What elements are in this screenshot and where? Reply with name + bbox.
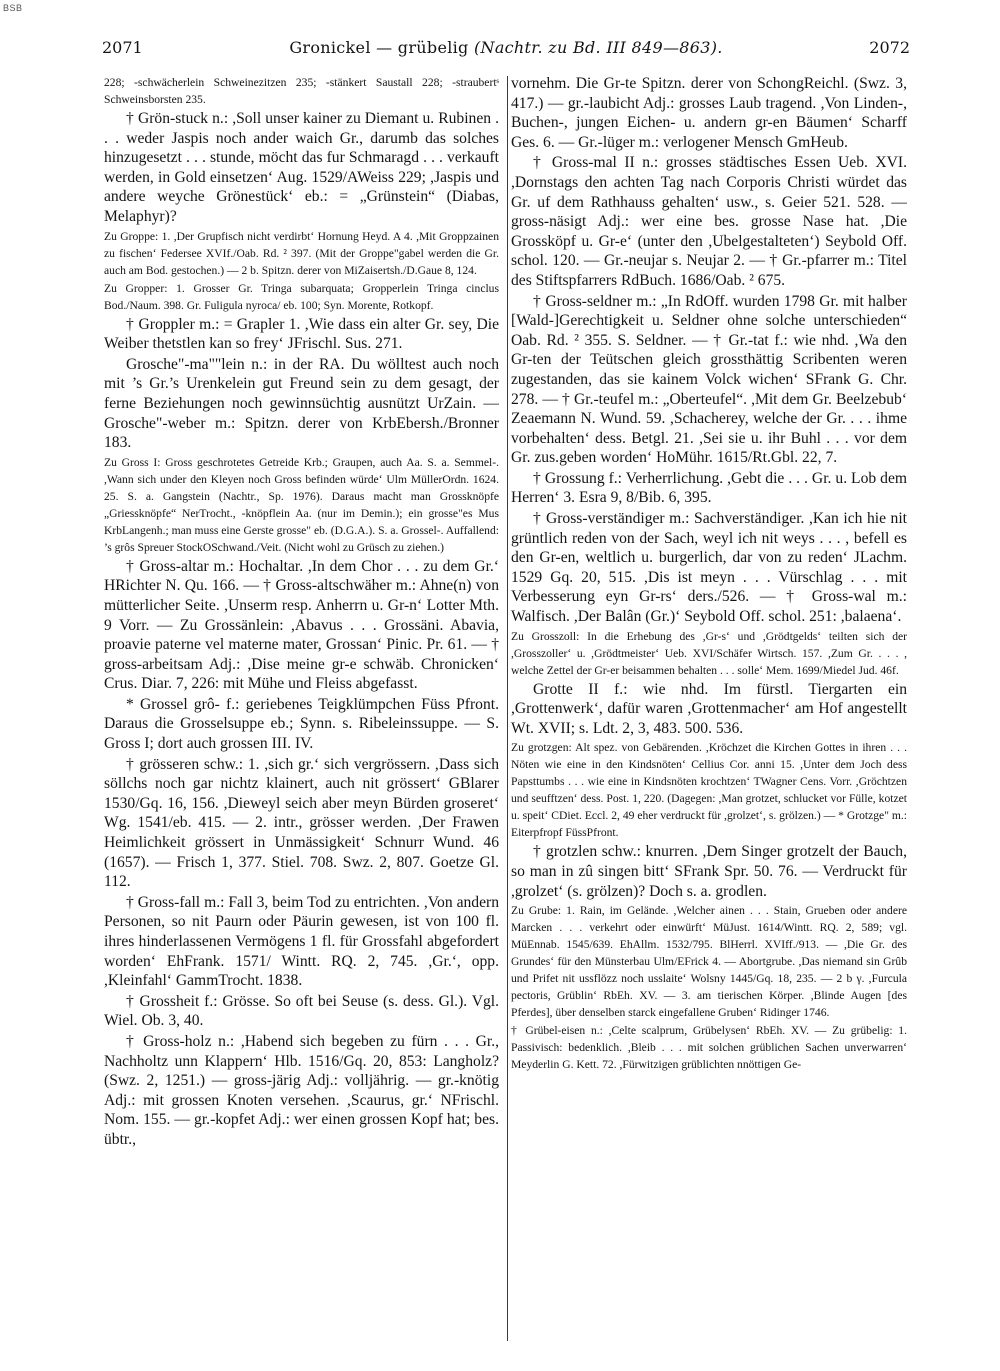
dictionary-entry: Zu Gropper: 1. Grosser Gr. Tringa subarquata; Gropperlein Tringa cinclus Bod./Naum. 398. Gr. Fuligula nyroca/ eb. 100; Syn. Morente, Rotkopf. bbox=[104, 281, 499, 312]
left-column bbox=[104, 74, 499, 1344]
running-title-note: (Nachtr. zu Bd. III 849—863). bbox=[473, 38, 723, 57]
dictionary-entry: † Grossheit f.: Grösse. So oft bei Seuse (s. dess. Gl.). Vgl. Wiel. Ob. 3, 40. bbox=[104, 992, 499, 1030]
dictionary-entry: † Groppler m.: = Grapler 1. ,Wie dass ein alter Gr. sey, Die Weiber thetstlen kan so frey‘ JFrischl. Sus. 271. bbox=[104, 315, 499, 353]
dictionary-entry: Zu Grosszoll: In die Erhebung des ,Gr-s‘ und ,Grödtgelds‘ teilten sich der ,Grosszoller‘ u. ,Grödtmeister‘ Ueb. XVI/Schäfer Wirtsch. 157. ,Zum Gr. . . . , welche Zettel der Gr-er beisammen behalten . . . solle‘ Mem. 1699/Miedel Jud. 46f. bbox=[511, 629, 907, 677]
right-column bbox=[511, 74, 907, 1344]
right-page-number: 2072 bbox=[869, 38, 910, 57]
dictionary-entry: Grosche"-ma""lein n.: in der RA. Du wölltest auch noch mit ’s Gr.’s Urenkelein gut Freund sein zu dem gesagt, der ferne Beziehungen noch gewinnsüchtig ausnützt UrZain. — Grosche"-weber m.: Spitzn. derer von KrbEbersh./Bronner 183. bbox=[104, 355, 499, 452]
column-divider bbox=[507, 76, 508, 1341]
dictionary-entry: † Grön-stuck n.: ,Soll unser kainer zu Diemant u. Rubinen . . . weder Jaspis noch ander waich Gr., darumb das solches hinzugesetzt . . . stunde, möcht das fur Schmaragd . . . verkauft werden, in Gold einsetzen‘ Aug. 1529/AWeiss 229; ,Jaspis und andere weyche Grönestück‘ eb.: = „Grünstein“ (Diabas, Melaphyr)? bbox=[104, 110, 499, 225]
left-page-number: 2071 bbox=[102, 38, 143, 57]
running-title bbox=[102, 36, 910, 60]
dictionary-entry: Zu Groppe: 1. ,Der Grupfisch nicht verdirbt‘ Hornung Heyd. A 4. ,Mit Groppzainen zu fischen‘ Federsee XVIf./Oab. Rd. ² 397. (Mit der Groppe"gabel werden die Gr. auch am Bod. gestochen.) — 2 b. Spitzn. derer von MiZaisertsh./D.Gaue 8, 124. bbox=[104, 229, 499, 277]
dictionary-entry: † Gross-seldner m.: „In RdOff. wurden 1798 Gr. mit halber [Wald-]Gerechtigkeit u. Seldner ohne solche unterschieden“ Oab. Rd. ² 355. S. Seldner. — † Gr.-tat f.: wie nhd. ,Wa den Gr-ten der Teütschen gleich grossthättig Scribenten weren zugestanden, das sie kainem Volck wichen‘ SFrank G. Chr. 278. — † Gr.-teufel m.: „Oberteufel“. ,Mit dem Gr. Beelzebub‘ Zeaemann N. Wund. 59. ,Schacherey, welche der Gr. . . . ihme vorbehalten‘ dess. Betgl. 21. ,Sei sie u. ihr Buhl . . . vor dem Gr. zus.geben worden‘ HoMühr. 1615/Rt.Gbl. 22, 7. bbox=[511, 292, 907, 467]
dictionary-entry: vornehm. Die Gr-te Spitzn. derer von SchongReichl. (Swz. 3, 417.) — gr.-laubicht Adj.: grosses Laub tragend. ,Von Linden-, Buchen-, jungen Eichen- u. andern gr-en Bäumen‘ Scharff Ges. 6. — Gr.-lüger m.: verlogener Mensch GmHeub. bbox=[511, 75, 907, 151]
running-title-main: Gronickel — grübelig bbox=[289, 38, 469, 57]
dictionary-entry: † Gross-verständiger m.: Sachverständiger. ,Kan ich hie nit grüntlich reden von der Sach, weyl ich nit weys . . . , befell es den Gr-en, weltlich u. burgerlich, dar von zu reden‘ JLachm. 1529 Gq. 20, 515. ,Dis ist meyn . . . Vürschlag . . . mit Verbesserung eyn Gr-rs‘ ders./526. — † Gross-wal m.: Walfisch. ,Der Balân (Gr.)‘ Seybold Off. schol. 251: ,balaena‘. bbox=[511, 510, 907, 626]
dictionary-entry: † grösseren schw.: 1. ,sich gr.‘ sich vergrössern. ,Dass sich söllchs noch gar nichtz klainert, auch nit grössert‘ GBlarer 1530/Gq. 16, 156. ,Dieweyl seich aber meyn Bürden groseret‘ Wg. 1541/eb. 415. — 2. intr., grösser werden. ,Der Frawen Heimlichkeit grössert in Unmässigkeit‘ Schnurr Wund. 46 (1657). — Frisch 1, 377. Stiel. 708. Swz. 2, 807. Goetze Gl. 112. bbox=[104, 755, 499, 891]
dictionary-entry: † Gross-altar m.: Hochaltar. ,In dem Chor . . . zu dem Gr.‘ HRichter N. Qu. 166. — † Gross-altschwäher m.: Ahne(n) von mütterlicher Seite. ,Unserm resp. Anherrn u. Gr-n‘ Lotter Mth. 9 Vorr. — Zu Grossänlein: ,Abavus . . . Grossäni. Abavia, proavie paterne vel materne mater, Grossan‘ Pinic. Pr. 61. — † gross-arbeitsam Adj.: ,Dise meine gr-e schwäb. Chronicken‘ Crus. Diar. 7, 226: mit Mühe und Fleiss abgefasst. bbox=[104, 557, 499, 693]
dictionary-entry: † Gross-holz n.: ,Habend sich begeben zu fürn . . . Gr., Nachholtz unn Klappern‘ Hlb. 1516/Gq. 20, 853: Langholz? (Swz. 2, 1251.) — gross-järig Adj.: volljährig. — gr.-knötig Adj.: mit grossen Knoten versehen. ,Scaurus, gr.‘ NFrischl. Nom. 155. — gr.-kopfet Adj.: wer einen grossen Kopf hat; bes. übtr., bbox=[104, 1032, 499, 1148]
dictionary-entry: Grotte II f.: wie nhd. Im fürstl. Tiergarten ein ,Grottenwerk‘, dafür waren ,Grottenmacher‘ am Hof angestellt Wt. XVII; s. Ldt. 2, 3, 483. 500. 536. bbox=[511, 680, 907, 737]
dictionary-entry: Zu Grube: 1. Rain, im Gelände. ,Welcher ainen . . . Stain, Grueben oder andere Marcken . . . verkehrt oder einwürft‘ MüJust. 1614/Wintt. RQ. 2, 589; vgl. MüEnnab. 1545/639. EhAllm. 1532/795. BlHerrl. XVIff./913. — ,Die Gr. des Grundes‘ für den Münsterbau Ulm/EFrick 4. — Abortgrube. ,Das niemand sin Grûb und Prifet nit ussflözz noch usslaite‘ Wolsny 1445/Gq. 18, 235. — 2 b γ. ,Furcula pectoris, Grüblin‘ RbEh. XV. — 3. am tierischen Körper. ,Blinde Augen [des Pferdes], über denselben starck eingefallene Gruben‘ Ridinger 1746. bbox=[511, 904, 907, 1020]
dictionary-entry: † Gross-fall m.: Fall 3, beim Tod zu entrichten. ,Von andern Personen, so nit Paurn oder Päurin gewesen, ist von 100 fl. ihres hinderlassenen Vermögens 1 fl. für Grossfahl abgefordert worden‘ EhFrank. 1571/ Wintt. RQ. 2, 745. ,Gr.‘, opp. ,Kleinfahl‘ GammTrocht. 1838. bbox=[104, 893, 499, 990]
dictionary-entry: Zu Gross I: Gross geschrotetes Getreide Krb.; Graupen, auch Aa. S. a. Semmel-. ,Wann sich under den Kleyen noch Gross befinden würde‘ Ulm MüllerOrdn. 1624. 25. S. a. Gangstein (Nachtr., Sp. 1976). Daraus macht man Grossknöpfe „Griessknöpfe“ NerTrocht., -knöpflein Aa. (nur im Demin.); ein grosse"es Mus KrbLangenh.; man muss eine Gerste grosse" eb. (D.G.A.). S. a. Grossel-. Auffallend: ’s grôs Spreuer StockOSchwand./Veit. (Nicht wohl zu Grüsch zu ziehen.) bbox=[104, 455, 499, 554]
dictionary-entry: † Gross-mal II n.: grosses städtisches Essen Ueb. XVI. ,Dornstags den achten Tag nach Corporis Christi würdet das Gr. uf dem Rathhauss gehalten‘ usw., s. Geier 521. 528. — gross-näsigt Adj.: wer eine bes. grosse Nase hat. ,Die Grossköpf u. Gr-e‘ (unter den ,Ubelgestalteten‘) Seybold Off. schol. 120. — Gr.-neujar s. Neujar 2. — † Gr.-pfarrer m.: Titel des Stiftspfarrers RdBuch. 1686/Oab. ² 675. bbox=[511, 154, 907, 289]
library-stamp: BSB bbox=[3, 3, 23, 13]
dictionary-entry: † grotzlen schw.: knurren. ,Dem Singer grotzelt der Bauch, so man in zû singen bitt‘ SFrank Spr. 50. 76. — Verdruckt für ,grolzet‘ (s. grölzen)? Doch s. a. grodlen. bbox=[511, 843, 907, 900]
dictionary-entry: † Grübel-eisen n.: ,Celte scalprum, Grübelysen‘ RbEh. XV. — Zu grübelig: 1. Passivisch: bedenklich. ,Bleib . . . mit solchen grüblichen Sachen unverwarren‘ Meyderlin G. Kett. 72. ,Fürwitzigen grüblichten nnöttigen Ge- bbox=[511, 1024, 907, 1072]
dictionary-entry: * Grossel grô- f.: geriebenes Teigklümpchen Füss Pfront. Daraus die Grosselsuppe eb.; Synn. s. Ribeleinssuppe. — S. Gross I; dort auch grossen III. IV. bbox=[104, 695, 499, 753]
page-header bbox=[102, 36, 910, 60]
dictionary-entry: 228; -schwächerlein Schweinezitzen 235; -stänkert Saustall 228; -straubertˢ Schweinsborsten 235. bbox=[104, 76, 499, 106]
dictionary-entry: † Grossung f.: Verherrlichung. ,Gebt die . . . Gr. u. Lob dem Herren‘ 3. Esra 9, 8/Bib. 6, 395. bbox=[511, 469, 907, 507]
dictionary-entry: Zu grotzgen: Alt spez. von Gebärenden. ,Kröchzet die Kirchen Gottes in ihren . . . Nöten wie eine in den Kindsnöten‘ Cellius Cor. anni 15. ,Unter dem Joch dess Papsttumbs . . . wie eine in Kindsnöten krochtzen‘ TWagner Cens. Vorr. ,Gröchtzen und seufftzen‘ dess. Post. 1, 220. (Dagegen: ,Man grotzet, schlucket vor Fülle, kotzet u. speit‘ CDiet. Eccl. 2, 49 eher verdruckt für ,grolzet‘, s. grölzen.) — * Grotzge" m.: Eiterpfropf FüssPfront. bbox=[511, 741, 907, 840]
